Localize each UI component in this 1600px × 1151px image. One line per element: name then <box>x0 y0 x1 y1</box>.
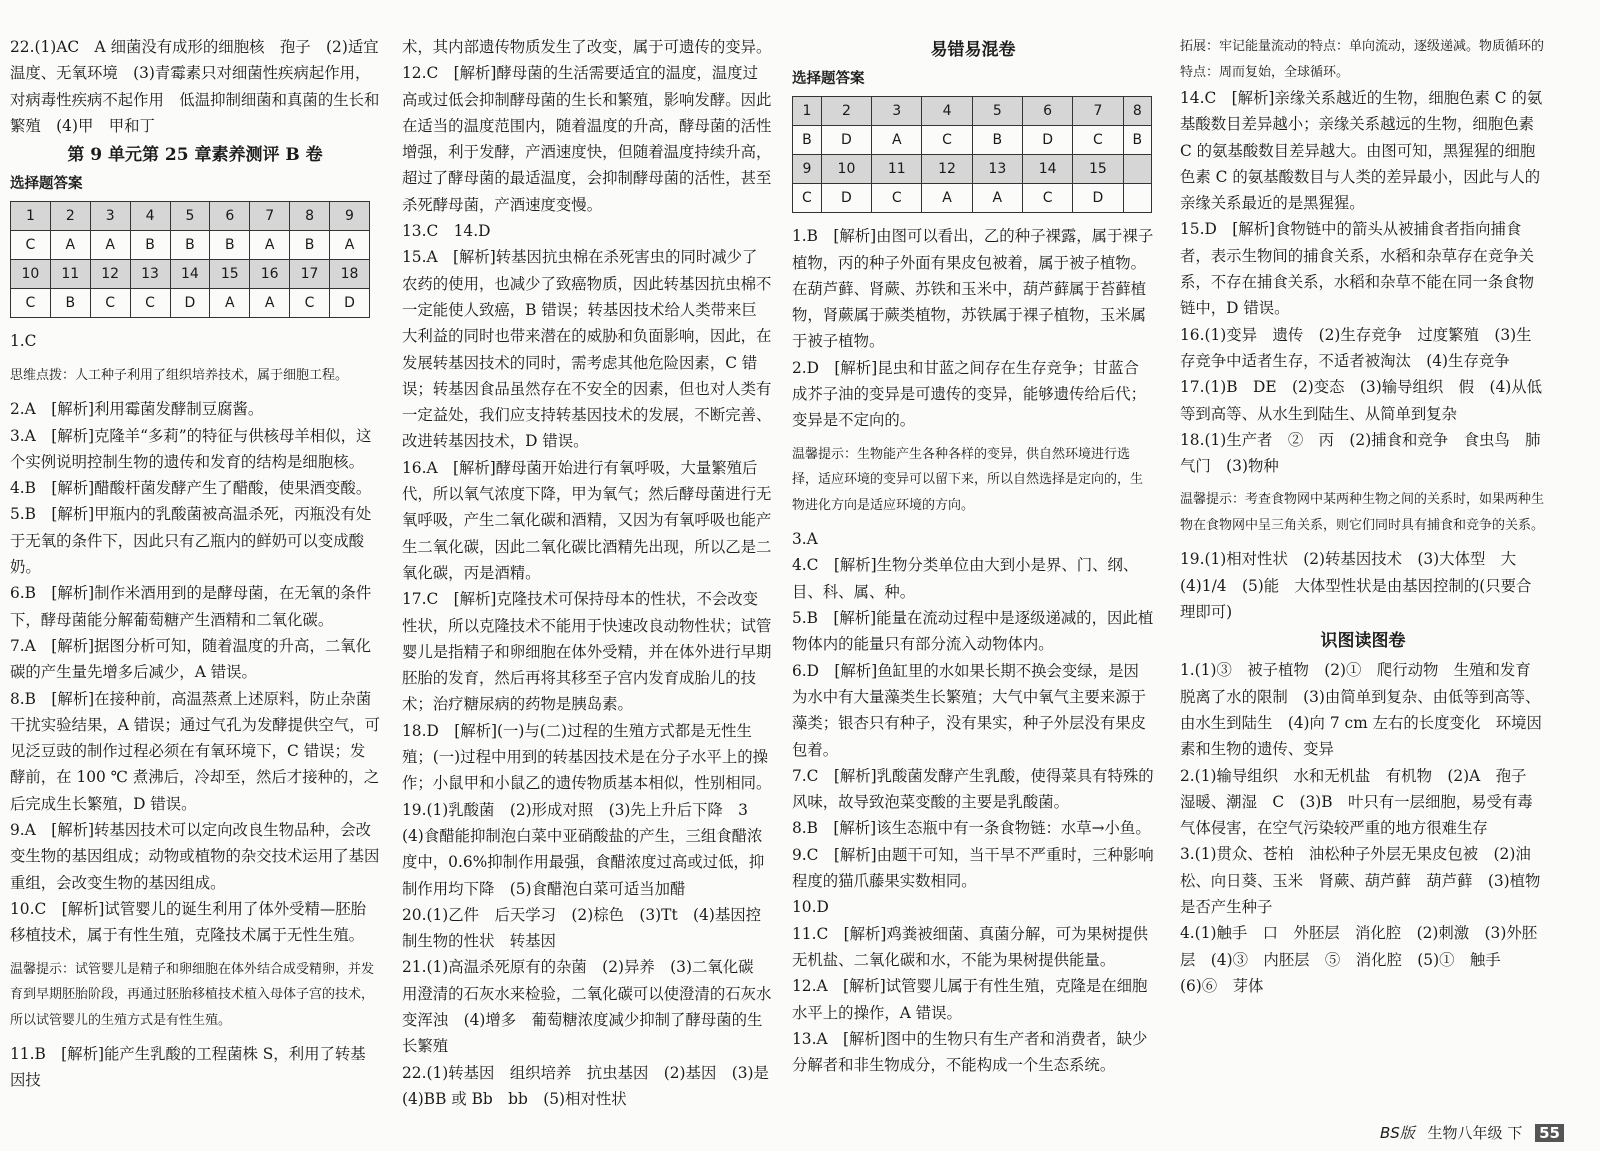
table-cell: C <box>793 184 822 213</box>
table-cell: B <box>50 289 90 318</box>
subject-label: 生物八年级 <box>1427 1124 1503 1142</box>
answer-7: 7.C [解析]乳酸菌发酵产生乳酸，使得菜具有特殊的风味，故导致泡菜变酸的主要是乳酸菌。 <box>792 766 1154 812</box>
diagram-answer-1: 1.(1)③ 被子植物 (2)① 爬行动物 生殖和发育脱离了水的限制 (3)由简单到复杂、由低等到高等、由水生到陆生 (4)向 7 cm 左右的长度变化 环境因素和生物的遗传、变异 <box>1180 661 1542 759</box>
table-cell: A <box>210 289 250 318</box>
column-1 <box>10 34 380 1094</box>
table-cell: B <box>130 231 170 260</box>
table-cell: C <box>290 289 330 318</box>
answer-9: 9.A [解析]转基因技术可以定向改良生物品种，会改变生物的基因组成；动物或植物的杂交技术运用了基因重组，会改变生物的基因组成。 <box>10 821 380 892</box>
answer-18: 18.D [解析](一)与(二)过程的生殖方式都是无性生殖；(一)过程中用到的转基因技术是在分子水平上的操作；小鼠甲和小鼠乙的遗传物质基本相似，性别相同。 <box>402 721 772 793</box>
table-cell: 12 <box>90 260 130 289</box>
table-cell: 12 <box>922 155 972 184</box>
table-cell: C <box>1073 126 1123 155</box>
table-cell: 1 <box>793 97 822 126</box>
table-cell: B <box>793 126 822 155</box>
answer-16: 16.A [解析]酵母菌开始进行有氧呼吸，大量繁殖后代，所以氧气浓度下降，甲为氧气；然后酵母菌进行无氧呼吸，产生二氧化碳和酒精，又因为有氧呼吸也能产生二氧化碳，因此二氧化碳比酒精先出现，所以乙是二氧化碳，丙是酒精。 <box>402 458 772 582</box>
answer-5: 5.B [解析]甲瓶内的乳酸菌被高温杀死，丙瓶没有处于无氧的条件下，因此只有乙瓶内的鲜奶可以变成酸奶。 <box>10 505 372 577</box>
answer-8: 8.B [解析]该生态瓶中有一条食物链：水草→小鱼。 <box>792 819 1151 838</box>
answer-22: 22.(1)AC A 细菌没有成形的细胞核 孢子 (2)适宜温度、无氧环境 (3)青霉素只对细菌性疾病起作用，对病毒性疾病不起作用 低温抑制细菌和真菌的生长和繁殖 (4)甲 甲和丁 <box>10 38 380 135</box>
table-cell: 4 <box>130 202 170 231</box>
answer-18: 18.(1)生产者 ② 丙 (2)捕食和竞争 食虫鸟 肺 气门 (3)物种 <box>1180 430 1556 476</box>
table-cell: 7 <box>250 202 290 231</box>
table-cell: 7 <box>1073 97 1123 126</box>
answer-3: 3.A <box>792 530 818 549</box>
answer-11: 11.B [解析]能产生乳酸的工程菌株 S，利用了转基因技 <box>10 1045 366 1090</box>
table-row <box>793 155 1152 184</box>
table-cell: B <box>972 126 1022 155</box>
answer-20: 20.(1)乙件 后天学习 (2)棕色 (3)Tt (4)基因控制生物的性状 转基因 <box>402 905 761 951</box>
answer-12: 12.A [解析]试管婴儿属于有性生殖，克隆是在细胞水平上的操作，A 错误。 <box>792 977 1148 1022</box>
table-cell: 18 <box>330 260 370 289</box>
edition-label: BS版 <box>1379 1124 1415 1142</box>
diagram-answer-2: 2.(1)输导组织 水和无机盐 有机物 (2)A 孢子 湿暖、潮湿 C (3)B 叶只有一层细胞，易受有毒气体侵害，在空气污染较严重的地方很难生存 <box>1180 766 1542 838</box>
table-cell: 3 <box>90 202 130 231</box>
table-cell: D <box>170 289 210 318</box>
table-row <box>11 202 370 231</box>
table-cell: C <box>11 231 51 260</box>
table-cell: A <box>90 231 130 260</box>
table-cell: 10 <box>11 260 51 289</box>
thinking-tip: 思维点拨：人工种子利用了组织培养技术，属于细胞工程。 <box>10 367 349 383</box>
table-cell: 9 <box>330 202 370 231</box>
table-cell: 3 <box>872 97 922 126</box>
answer-19: 19.(1)相对性状 (2)转基因技术 (3)大体型 大 <box>1180 550 1517 569</box>
answer-21: 21.(1)高温杀死原有的杂菌 (2)异养 (3)二氧化碳 用澄清的石灰水来检验，二氧化碳可以使澄清的石灰水变浑浊 (4)增多 葡萄糖浓度减少抑制了酵母菌的生长繁殖 <box>402 958 772 1056</box>
table-cell: A <box>250 289 290 318</box>
table-cell: 17 <box>290 260 330 289</box>
table-cell: 2 <box>50 202 90 231</box>
table-cell: 13 <box>972 155 1022 184</box>
answer-13: 13.A [解析]图中的生物只有生产者和消费者，缺少分解者和非生物成分，不能构成一个生态系统。 <box>792 1029 1148 1075</box>
section-title-diagram: 识图读图卷 <box>1320 631 1406 652</box>
table-row <box>793 126 1152 155</box>
answer-17: 17.C [解析]克隆技术可保持母本的性状，不会改变性状，所以克隆技术不能用于快速改良动物性状；试管婴儿是指精子和卵细胞在体外受精，并在体外进行早期胚胎的发育，然后再将其移至子宫内发育成胎儿的技术；治疗糖尿病的药物是胰岛素。 <box>402 590 772 714</box>
table-row <box>793 184 1152 213</box>
table-cell: B <box>170 231 210 260</box>
answer-22: 22.(1)转基因 组织培养 抗虫基因 (2)基因 (3)是 (4)BB 或 Bb bb (5)相对性状 <box>402 1063 785 1108</box>
table-cell: B <box>1123 126 1151 155</box>
choice-answers-heading: 选择题答案 <box>10 175 83 193</box>
extension-tip: 拓展：牢记能量流动的特点：单向流动，逐级递减。物质循环的特点：周而复始，全球循环。 <box>1180 39 1545 80</box>
table-cell: A <box>972 184 1022 213</box>
table-cell: D <box>821 126 871 155</box>
table-cell <box>1123 155 1151 184</box>
table-cell: 6 <box>210 202 250 231</box>
table-cell: 10 <box>821 155 871 184</box>
answer-15: 15.D [解析]食物链中的箭头从被捕食者指向捕食者，表示生物间的捕食关系，水稻和杂草存在竞争关系，不存在捕食关系，水稻和杂草不能在同一条食物链中，D 错误。 <box>1180 220 1534 318</box>
table-cell: 1 <box>11 202 51 231</box>
table-cell: C <box>130 289 170 318</box>
table-cell: C <box>11 289 51 318</box>
answer-3: 3.A [解析]克隆羊“多莉”的特征与供核母羊相似，这个实例说明控制生物的遗传和发育的结构是细胞核。 <box>10 426 372 471</box>
table-cell: 8 <box>290 202 330 231</box>
diagram-answer-4: 4.(1)触手 口 外胚层 消化腔 (2)刺激 (3)外胚层 (4)③ 内胚层 ⑤ 消化腔 (5)① 触手 (6)⑥ 芽体 <box>1180 924 1538 995</box>
answer-10: 10.C [解析]试管婴儿的诞生利用了体外受精—胚胎移植技术，属于有性生殖，克隆技术属于无性生殖。 <box>10 899 367 945</box>
table-cell: 15 <box>1073 155 1123 184</box>
answer-17: 17.(1)B DE (2)变态 (3)输导组织 假 (4)从低等到高等、从水生到陆生、从简单到复杂 <box>1180 378 1543 423</box>
answer-11: 11.C [解析]鸡粪被细菌、真菌分解，可为果树提供无机盐、二氧化碳和水，不能为果树提供能量。 <box>792 924 1149 969</box>
answer-6: 6.B [解析]制作米酒用到的是酵母菌，在无氧的条件下，酵母菌能分解葡萄糖产生酒精和二氧化碳。 <box>10 584 372 629</box>
warm-tip: 温馨提示：试管婴儿是精子和卵细胞在体外结合成受精卵，并发育到早期胚胎阶段，再通过胚胎移植技术植入母体子宫的技术，所以试管婴儿的生殖方式是有性生殖。 <box>10 961 375 1028</box>
table-cell: 5 <box>972 97 1022 126</box>
table-cell: 5 <box>170 202 210 231</box>
table-cell: A <box>50 231 90 260</box>
answer-table-errors <box>792 96 1152 213</box>
answer-table-b <box>10 201 370 318</box>
table-cell: D <box>330 289 370 318</box>
section-title-b: 第 9 单元第 25 章素养测评 B 卷 <box>67 145 323 166</box>
table-row <box>11 260 370 289</box>
table-cell: 15 <box>210 260 250 289</box>
answer-9: 9.C [解析]由题干可知，当干旱不严重时，三种影响程度的猫爪藤果实数相同。 <box>792 845 1154 891</box>
table-row <box>11 289 370 318</box>
table-cell: 14 <box>1022 155 1072 184</box>
table-cell: 11 <box>50 260 90 289</box>
table-cell: D <box>1022 126 1072 155</box>
warm-tip: 温馨提示：生物能产生各种各样的变异，供自然环境进行选择，适应环境的变异可以留下来，所以自然选择是定向的，生物进化方向是适应环境的方向。 <box>792 446 1144 513</box>
answer-6: 6.D [解析]鱼缸里的水如果长期不换会变绿，是因为水中有大量藻类生长繁殖；大气中氧气主要来源于藻类；银杏只有种子，没有果实，种子外层没有果皮包着。 <box>792 661 1146 759</box>
table-cell: D <box>1073 184 1123 213</box>
section-title-errors: 易错易混卷 <box>930 40 1016 60</box>
answer-5: 5.B [解析]能量在流动过程中是逐级递减的，因此植物体内的能量只有部分流入动物体内。 <box>792 609 1154 654</box>
warm-tip: 温馨提示：考查食物网中某两种生物之间的关系时，如果两种生物在食物网中呈三角关系，则它们同时具有捕食和竞争的关系。 <box>1180 492 1545 533</box>
table-cell: 6 <box>1022 97 1072 126</box>
answer-12: 12.C [解析]酵母菌的生活需要适宜的温度，温度过高或过低会抑制酵母菌的生长和繁殖，影响发酵。因此在适当的温度范围内，随着温度的升高，酵母菌的活性增强，利于发酵，产酒速度快，但随着温度持续升高，超过了酵母菌的最适温度，会抑制酵母菌的活性，甚至杀死酵母菌，产酒速度变慢。 <box>402 64 772 214</box>
answer-11-cont: 术，其内部遗传物质发生了改变，属于可遗传的变异。 <box>402 38 772 56</box>
answer-4: 4.C [解析]生物分类单位由大到小是界、门、纲、目、科、属、种。 <box>792 556 1139 601</box>
table-cell: A <box>872 126 922 155</box>
term-label: 下 <box>1507 1124 1523 1142</box>
table-cell: 9 <box>793 155 822 184</box>
table-cell: A <box>922 184 972 213</box>
table-cell: C <box>872 184 922 213</box>
answer-13-14: 13.C 14.D <box>402 222 491 241</box>
table-cell: 8 <box>1123 97 1151 126</box>
choice-answers-heading: 选择题答案 <box>792 70 865 87</box>
table-row <box>793 97 1152 126</box>
answer-16: 16.(1)变异 遗传 (2)生存竞争 过度繁殖 (3)生存竞争中适者生存，不适者被淘汰 (4)生存竞争 <box>1180 325 1532 370</box>
table-cell <box>1123 184 1151 213</box>
table-cell: B <box>210 231 250 260</box>
answer-8: 8.B [解析]在接种前，高温蒸煮上述原料，防止杂菌干扰实验结果，A 错误；通过气孔为发酵提供空气，可见泛豆豉的制作过程必须在有氧环境下，C 错误；发酵前，在 100 ℃ 煮沸后，冷却至，然后才接种的，之后完成生长繁殖，D 错误。 <box>10 689 380 813</box>
answer-19: 19.(1)乳酸菌 (2)形成对照 (3)先上升后下降 3 (4)食醋能抑制泡白菜中亚硝酸盐的产生，三组食醋浓度中，0.6%抑制作用最强，食醋浓度过高或过低，抑制作用均下降 (5)食醋泡白菜可适当加醋 <box>402 800 765 898</box>
answer-2: 2.D [解析]昆虫和甘蓝之间存在生存竞争；甘蓝合成芥子油的变异是可遗传的变异，能够遗传给后代；变异是不定向的。 <box>792 358 1146 430</box>
column-3 <box>792 34 1154 1078</box>
table-cell: 4 <box>922 97 972 126</box>
answer-4: 4.B [解析]醋酸杆菌发酵产生了醋酸，使果酒变酸。 <box>10 479 372 498</box>
answer-14: 14.C [解析]亲缘关系越近的生物，细胞色素 C 的氨基酸数目差异越小；亲缘关系越远的生物，细胞色素 C 的氨基酸数目差异越大。由图可知，黑猩猩的细胞色素 C 的氨基酸数目与人类的差异最小，因此与人的亲缘关系最近的是黑猩猩。 <box>1180 89 1543 213</box>
page-number: 55 <box>1535 1124 1564 1142</box>
table-cell: 13 <box>130 260 170 289</box>
table-cell: C <box>90 289 130 318</box>
answer-1: 1.C <box>10 332 37 351</box>
answer-2: 2.A [解析]利用霉菌发酵制豆腐酱。 <box>10 400 264 419</box>
table-cell: C <box>922 126 972 155</box>
column-4 <box>1180 34 1556 999</box>
table-cell: 11 <box>872 155 922 184</box>
page-footer <box>1380 1122 1564 1143</box>
answer-1: 1.B [解析]由图可以看出，乙的种子裸露，属于裸子植物，丙的种子外面有果皮包被着，属于被子植物。在葫芦藓、肾蕨、苏铁和玉米中，葫芦藓属于苔藓植物，肾蕨属于蕨类植物，苏铁属于裸子植物，玉米属于被子植物。 <box>792 227 1154 351</box>
table-cell: 2 <box>821 97 871 126</box>
table-cell: B <box>290 231 330 260</box>
table-cell: 14 <box>170 260 210 289</box>
answer-19-cont: (4)1/4 (5)能 大体型性状是由基因控制的(只要合理即可) <box>1180 576 1532 622</box>
column-2 <box>402 34 785 1112</box>
table-cell: C <box>1022 184 1072 213</box>
table-cell: A <box>250 231 290 260</box>
table-cell: D <box>821 184 871 213</box>
answer-7: 7.A [解析]据图分析可知，随着温度的升高，二氧化碳的产生量先增多后减少，A 错误。 <box>10 636 372 682</box>
table-row <box>11 231 370 260</box>
table-cell: 16 <box>250 260 290 289</box>
answer-10: 10.D <box>792 898 829 917</box>
table-cell: A <box>330 231 370 260</box>
answer-15: 15.A [解析]转基因抗虫棉在杀死害虫的同时减少了农药的使用，也减少了致癌物质，因此转基因抗虫棉不一定能使人致癌，B 错误；转基因技术给人类带来巨大利益的同时也带来潜在的威胁和负面影响，因此，在发展转基因技术的同时，需考虑其他危险因素，C 错误；转基因食品虽然存在不安全的因素，但也对人类有一定益处，我们应支持转基因技术的发展，不断完善、改进转基因技术，D 错误。 <box>402 248 772 451</box>
diagram-answer-3: 3.(1)贯众、苍柏 油松种子外层无果皮包被 (2)油松、向日葵、玉米 肾蕨、葫芦藓 葫芦藓 (3)植物是否产生种子 <box>1180 845 1541 917</box>
